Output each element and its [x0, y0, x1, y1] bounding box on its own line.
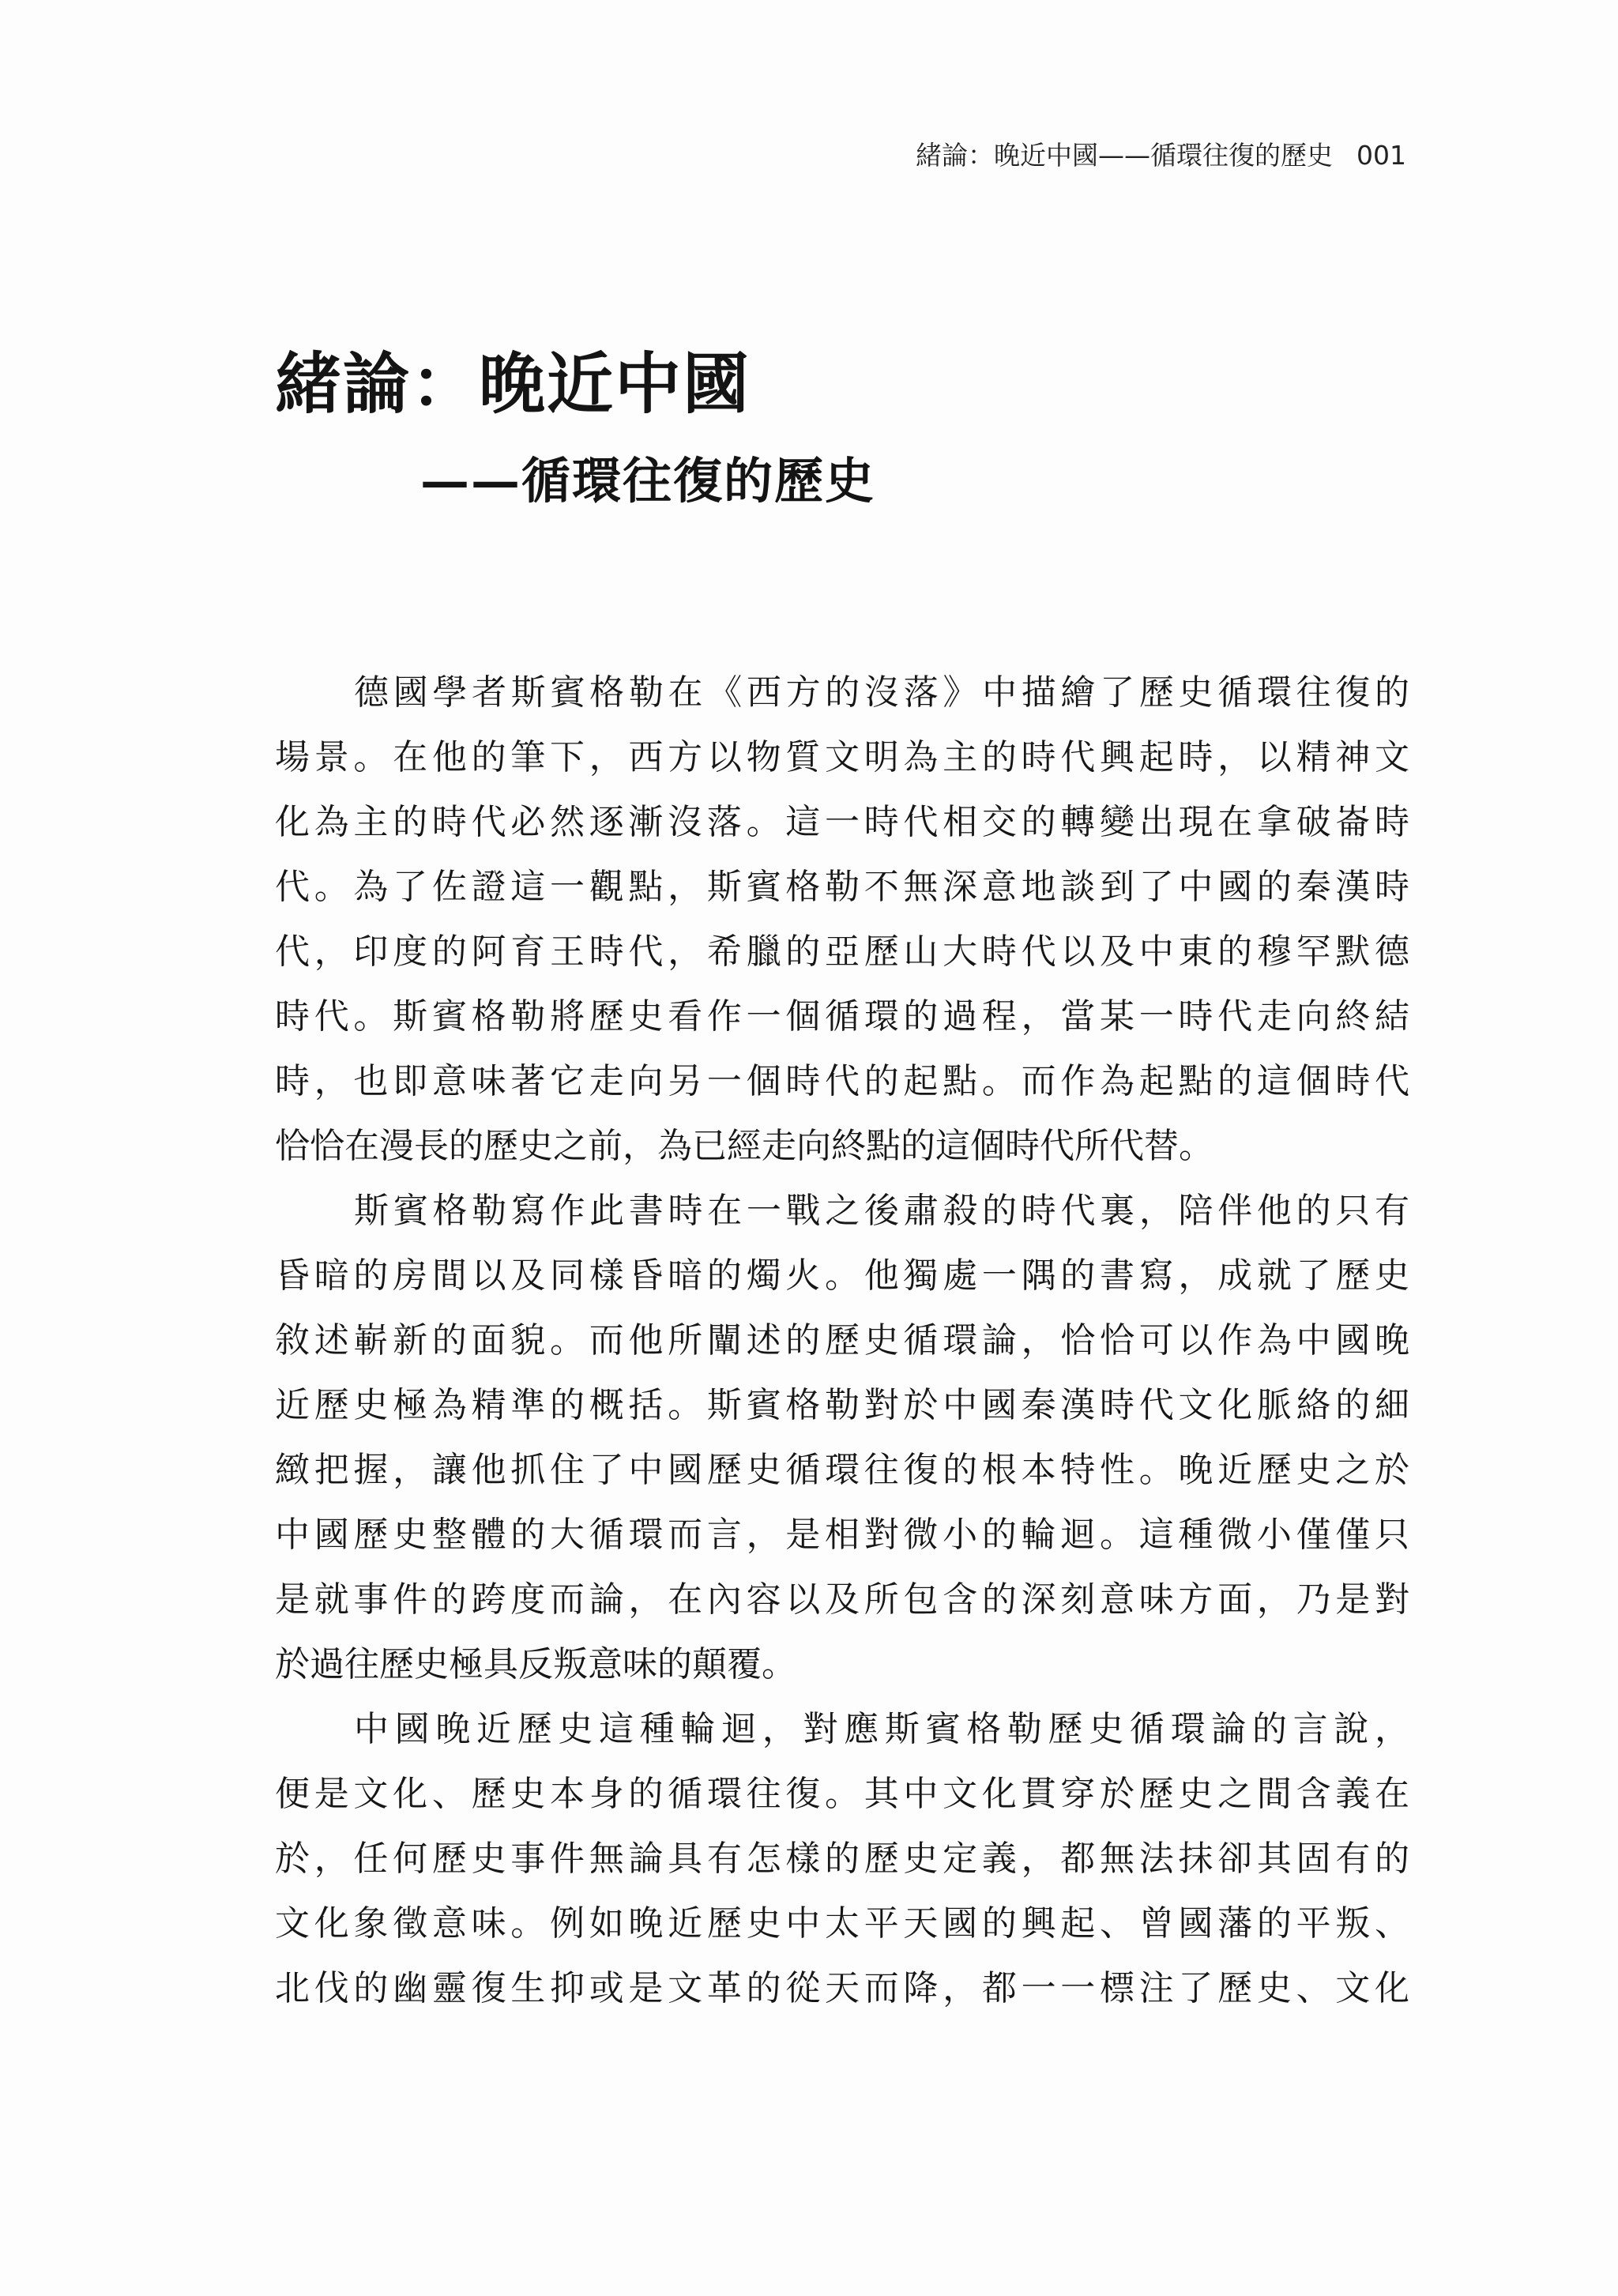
- text-line: 化為主的時代必然逐漸沒落。這一時代相交的轉變出現在拿破崙時: [275, 802, 1409, 842]
- text-line: 近歷史極為精準的概括。斯賓格勒對於中國秦漢時代文化脈絡的細: [275, 1385, 1409, 1425]
- text-line: 場景。在他的筆下，西方以物質文明為主的時代興起時，以精神文: [275, 737, 1409, 777]
- text-line: 北伐的幽靈復生抑或是文革的從天而降，都一一標注了歷史、文化: [275, 1968, 1409, 2008]
- text-line: 恰恰在漫長的歷史之前，為已經走向終點的這個時代所代替。: [275, 1126, 1214, 1166]
- text-line: 代。為了佐證這一觀點，斯賓格勒不無深意地談到了中國的秦漢時: [275, 867, 1409, 907]
- running-header-title: 緒論：晚近中國——循環往復的歷史: [916, 140, 1333, 171]
- text-line: 斯賓格勒寫作此書時在一戰之後肅殺的時代裏，陪伴他的只有: [354, 1191, 1409, 1231]
- text-line: 文化象徵意味。例如晚近歷史中太平天國的興起、曾國藩的平叛、: [275, 1903, 1409, 1944]
- page-number: 001: [1356, 140, 1406, 171]
- running-header: [916, 140, 1406, 171]
- text-line: 德國學者斯賓格勒在《西方的沒落》中描繪了歷史循環往復的: [354, 672, 1409, 713]
- chapter-title: 緒論：晚近中國: [275, 344, 751, 423]
- text-line: 於，任何歷史事件無論具有怎樣的歷史定義，都無法抹卻其固有的: [275, 1839, 1409, 1879]
- text-line: 緻把握，讓他抓住了中國歷史循環往復的根本特性。晚近歷史之於: [275, 1450, 1409, 1490]
- text-line: 時代。斯賓格勒將歷史看作一個循環的過程，當某一時代走向終結: [275, 996, 1409, 1037]
- text-line: 便是文化、歷史本身的循環往復。其中文化貫穿於歷史之間含義在: [275, 1774, 1409, 1814]
- text-line: 中國晚近歷史這種輪迴，對應斯賓格勒歷史循環論的言說，: [354, 1709, 1409, 1749]
- text-line: 時，也即意味著它走向另一個時代的起點。而作為起點的這個時代: [275, 1061, 1409, 1101]
- text-line: 昏暗的房間以及同樣昏暗的燭火。他獨處一隅的書寫，成就了歷史: [275, 1255, 1409, 1296]
- text-line: 於過往歷史極具反叛意味的顛覆。: [275, 1644, 796, 1684]
- text-line: 代，印度的阿育王時代，希臘的亞歷山大時代以及中東的穆罕默德: [275, 932, 1409, 972]
- chapter-subtitle: ——循環往復的歷史: [420, 452, 876, 510]
- text-line: 是就事件的跨度而論，在內容以及所包含的深刻意味方面，乃是對: [275, 1579, 1409, 1620]
- text-line: 敘述嶄新的面貌。而他所闡述的歷史循環論，恰恰可以作為中國晚: [275, 1320, 1409, 1361]
- body-text: [275, 661, 1409, 2021]
- text-line: 中國歷史整體的大循環而言，是相對微小的輪迴。這種微小僅僅只: [275, 1515, 1409, 1555]
